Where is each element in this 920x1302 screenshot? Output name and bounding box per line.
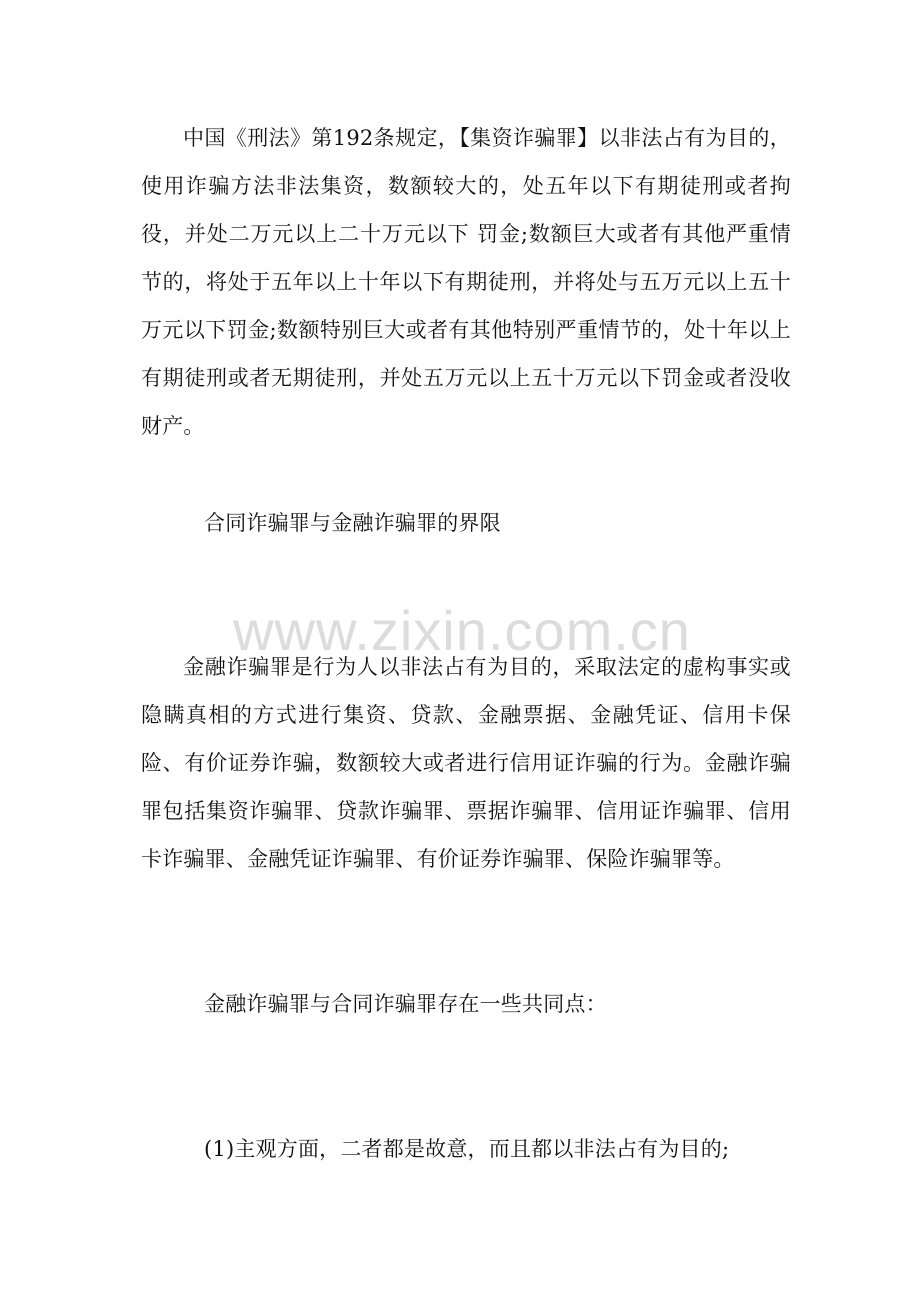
paragraph-financial-fraud-definition: 金融诈骗罪是行为人以非法占有为目的，采取法定的虚构事实或隐瞒真相的方式进行集资、贷款、金融票据、金融凭证、信用卡保险、有价证券诈骗，数额较大或者进行信用证诈骗的行为。金融诈骗罪包括集资诈骗罪、贷款诈骗罪、票据诈骗罪、信用证诈骗罪、信用卡诈骗罪、金融凭证诈骗罪、有价证券诈骗罪、保险诈骗罪等。 xyxy=(141,655,791,871)
section-heading-common-points: 金融诈骗罪与合同诈骗罪存在一些共同点： xyxy=(204,992,607,1016)
list-item-subjective-aspect: (1)主观方面，二者都是故意，而且都以非法占有为目的; xyxy=(204,1137,730,1161)
section-heading-contract-vs-financial-fraud: 合同诈骗罪与金融诈骗罪的界限 xyxy=(204,511,501,535)
paragraph-statute-192: 中国《刑法》第192条规定，【集资诈骗罪】以非法占有为目的，使用诈骗方法非法集资，数额较大的，处五年以下有期徒刑或者拘役，并处二万元以上二十万元以下 罚金;数额巨大或者有其他严重情节的，将处于五年以上十年以下有期徒刑，并将处与五万元以上五十万元以下罚金;数额特别巨大或者有其他特别严重情节的，处十年以上 有期徒刑或者无期徒刑，并处五万元以上五十万元以下罚金或者没收财产。 xyxy=(141,126,791,438)
site-watermark: www.zixin.com.cn xyxy=(233,599,691,662)
